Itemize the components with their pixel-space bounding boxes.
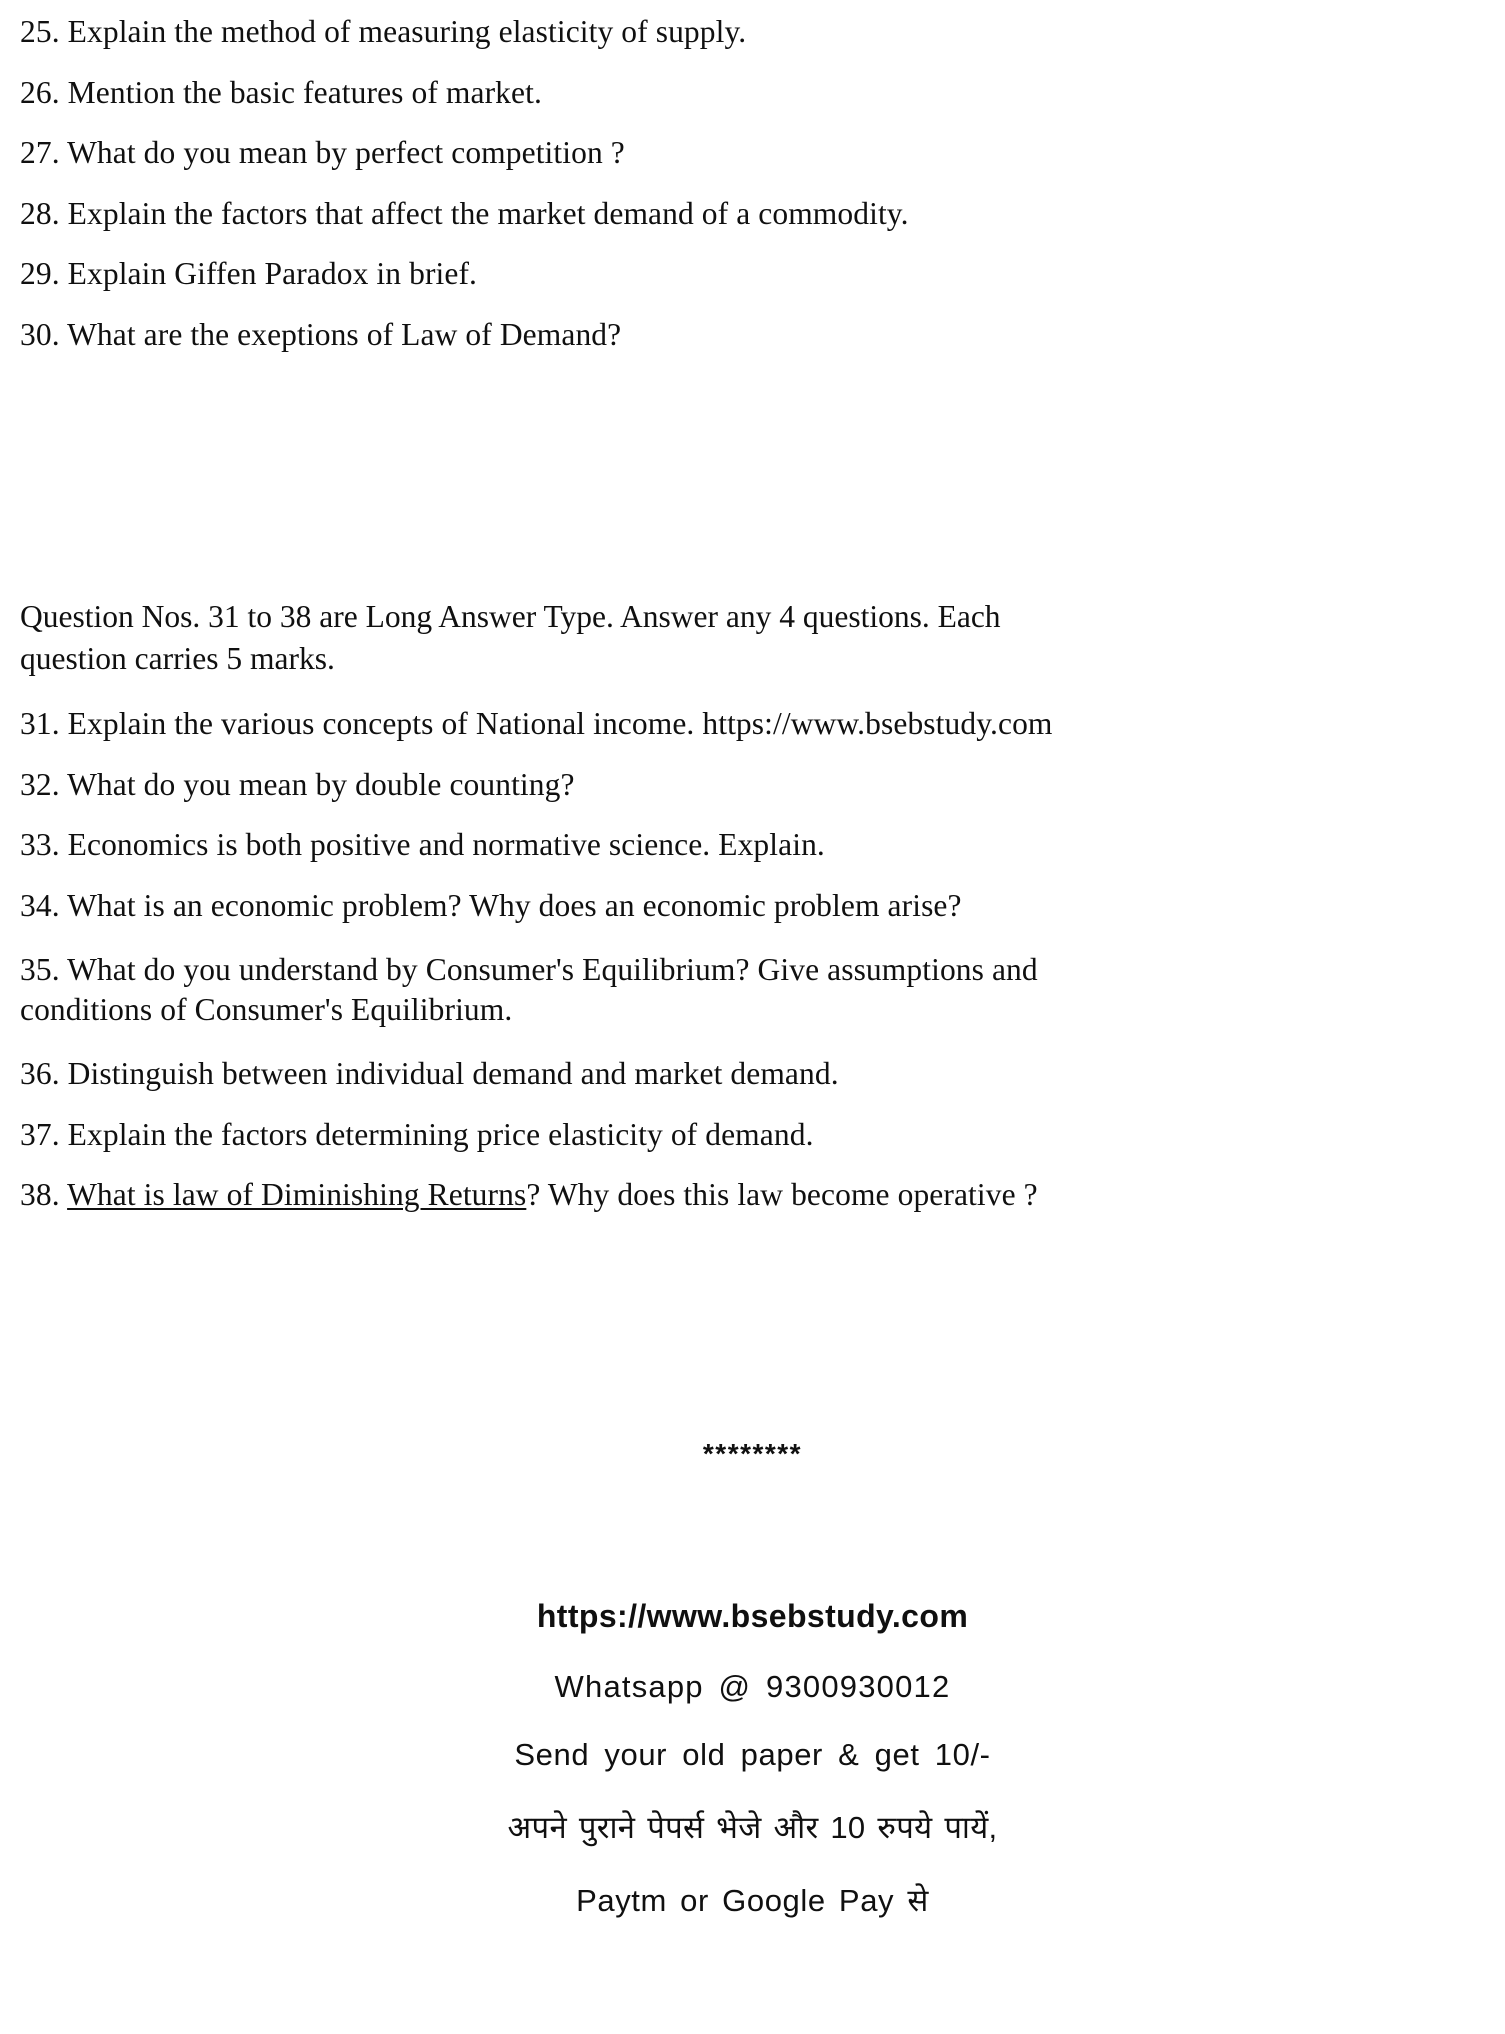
question-number: 38. — [20, 1177, 68, 1212]
question-item: 25. Explain the method of measuring elasticity of supply. — [20, 14, 747, 49]
question-rest-text: ? Why does this law become operative ? — [526, 1177, 1038, 1212]
asterisk-separator: ******** — [702, 1438, 803, 1469]
question-item: 36. Distinguish between individual demand and market demand. — [20, 1056, 839, 1091]
question-item: 35. What do you understand by Consumer's Equilibrium? Give assumptions and conditions of Consumer's Equilibrium. — [20, 952, 1046, 1027]
whatsapp-contact: Whatsapp @ 9300930012 — [554, 1669, 951, 1704]
payment-methods-text: Paytm or Google Pay से — [576, 1883, 929, 1918]
question-underlined-text: What is law of Diminishing Returns — [67, 1177, 527, 1212]
offer-text-english: Send your old paper & get 10/- — [514, 1737, 991, 1772]
website-url[interactable]: https://www.bsebstudy.com — [536, 1598, 969, 1634]
footer-contact-block — [0, 1598, 1505, 1921]
question-item: 31. Explain the various concepts of National income. https://www.bsebstudy.com — [20, 706, 1053, 741]
question-item-38 — [20, 1179, 1489, 1211]
question-item: 29. Explain Giffen Paradox in brief. — [20, 256, 478, 291]
question-item: 32. What do you mean by double counting? — [20, 766, 575, 802]
question-item: 34. What is an economic problem? Why does an economic problem arise? — [20, 887, 962, 923]
short-answer-question-list — [20, 16, 1485, 379]
section-instruction: Question Nos. 31 to 38 are Long Answer Type. Answer any 4 questions. Each question carries 5 marks. — [20, 599, 1001, 676]
question-item: 28. Explain the factors that affect the market demand of a commodity. — [20, 195, 909, 231]
question-item: 37. Explain the factors determining price elasticity of demand. — [20, 1116, 814, 1152]
offer-text-hindi: अपने पुराने पेपर्स भेजे और 10 रुपये पायें, — [507, 1810, 998, 1845]
question-item: 30. What are the exeptions of Law of Demand? — [20, 316, 622, 352]
question-item: 26. Mention the basic features of market. — [20, 74, 542, 110]
long-answer-question-list — [20, 708, 1489, 1240]
question-item: 27. What do you mean by perfect competition ? — [20, 135, 625, 170]
question-item: 33. Economics is both positive and normative science. Explain. — [20, 827, 825, 862]
